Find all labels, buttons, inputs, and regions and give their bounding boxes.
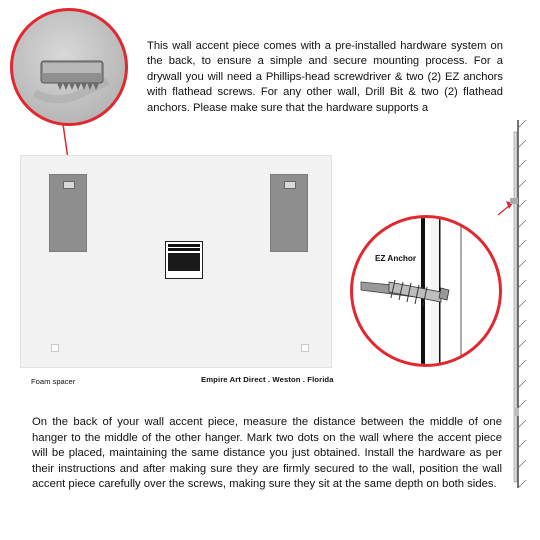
intro-paragraph: This wall accent piece comes with a pre-installed hardware system on the back, to ensure a simple and secure mounting process. For a drywall you will need a Phillips-head screwdriver & two (2) EZ anchors with flathead screws. For any other wall, Drill Bit & two (2) flathead anchors. Please make sure that the hardware supports a [147, 40, 503, 114]
ez-anchor-icon [353, 218, 502, 367]
back-panel [20, 155, 332, 368]
right-hanger-clip [284, 181, 296, 189]
foam-spacer-left [51, 344, 59, 352]
wall-closeup-circle [350, 215, 502, 367]
instructions-paragraph: On the back of your wall accent piece, measure the distance between the middle of one hanger to the middle of the other hanger. Mark two dots on the wall where the accent piece will be placed, maintaining the same distance you just obtained. Install the hardware as per their instructions and after making sure they are firmly secured to the wall, position the wall accent piece carefully over the screws, making sure they sit at the same depth on both sides. [32, 416, 502, 491]
foam-spacer-label: Foam spacer [31, 377, 76, 386]
company-label: Empire Art Direct . Weston . Florida [201, 375, 334, 384]
left-hanger-clip [63, 181, 75, 189]
left-hanger-plate [49, 174, 87, 252]
foam-spacer-right [301, 344, 309, 352]
product-label-sticker [165, 241, 203, 279]
right-hanger-plate [270, 174, 308, 252]
ez-anchor-label: EZ Anchor [375, 254, 417, 263]
